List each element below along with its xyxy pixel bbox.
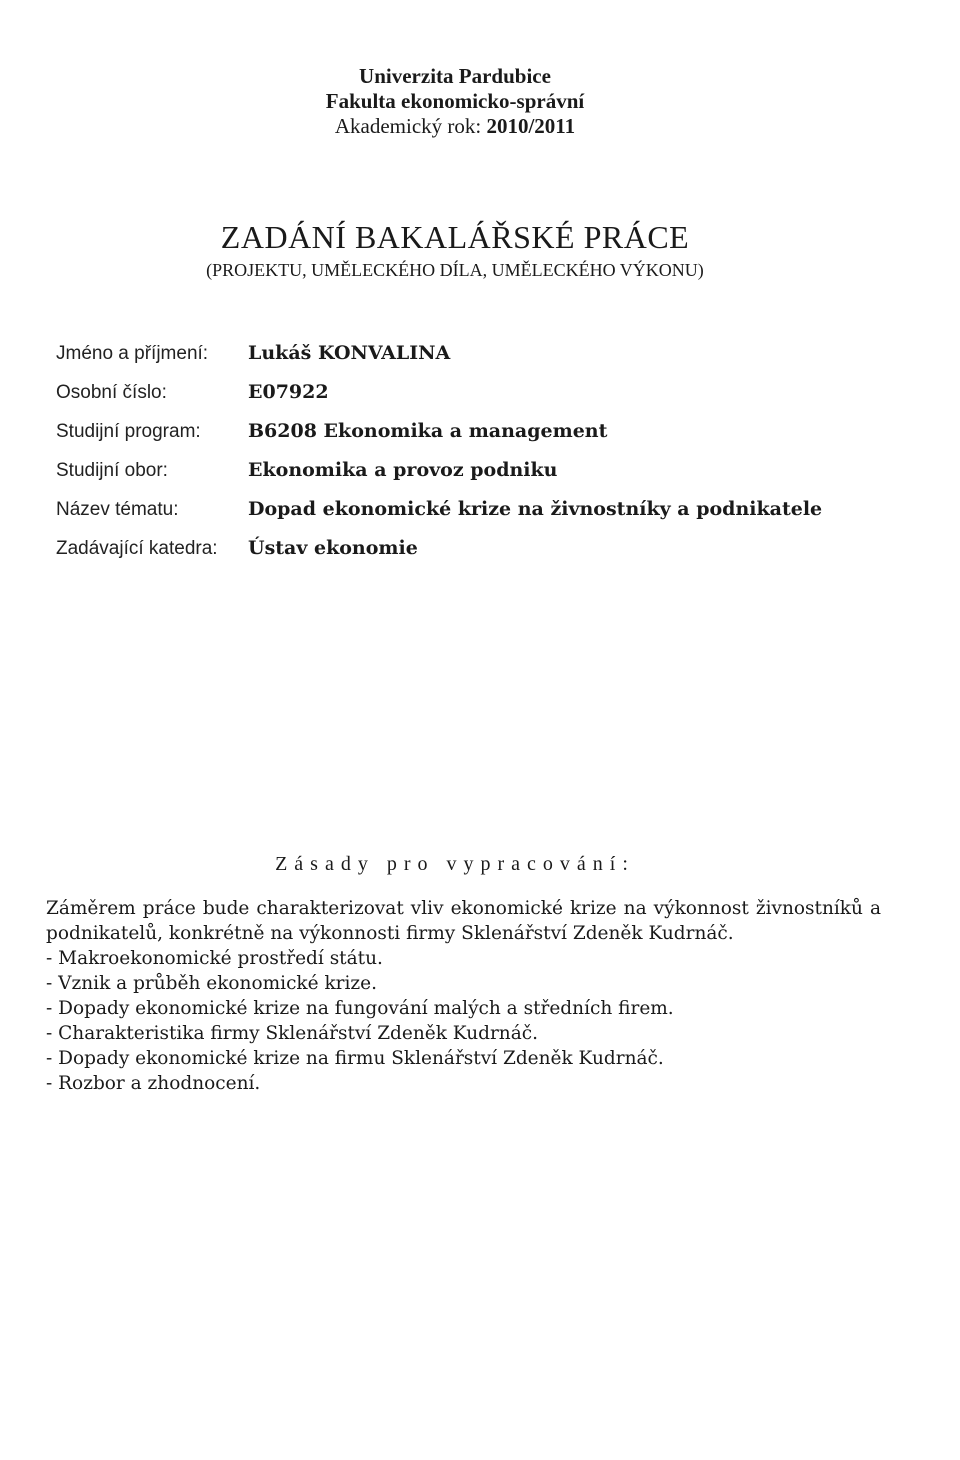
info-value: Ekonomika a provoz podniku — [248, 459, 558, 481]
info-label: Osobní číslo: — [56, 382, 167, 403]
info-row-topic — [56, 498, 822, 537]
info-value: Ústav ekonomie — [248, 537, 418, 559]
principles-body — [46, 896, 881, 1096]
principles-heading: Zásady pro vypracování: — [275, 853, 635, 875]
list-item: - Makroekonomické prostředí státu. — [46, 948, 383, 969]
info-label: Studijní obor: — [56, 460, 168, 481]
info-value: B6208 Ekonomika a management — [248, 420, 608, 442]
info-label: Jméno a příjmení: — [56, 343, 209, 364]
student-info — [56, 342, 822, 576]
info-value: Lukáš KONVALINA — [248, 342, 451, 364]
principles-intro: Záměrem práce bude charakterizovat vliv ekonomické krize na výkonnost živnostníků a podnikatelů, konkrétně na výkonnosti firmy Sklenářství Zdeněk Kudrnáč. — [46, 898, 881, 944]
list-item: - Rozbor a zhodnocení. — [46, 1073, 261, 1094]
list-item: - Charakteristika firmy Sklenářství Zdeněk Kudrnáč. — [46, 1023, 538, 1044]
document-header — [0, 64, 910, 139]
academic-year-label: Akademický rok: — [334, 114, 482, 138]
info-row-personal-number — [56, 381, 822, 420]
document-title: ZADÁNÍ BAKALÁŘSKÉ PRÁCE — [220, 219, 690, 255]
title-block — [0, 218, 910, 282]
university-name: Univerzita Pardubice — [359, 64, 551, 88]
list-item: - Vznik a průběh ekonomické krize. — [46, 973, 378, 994]
info-row-name — [56, 342, 822, 381]
academic-year-value: 2010/2011 — [486, 114, 576, 138]
info-row-department — [56, 537, 822, 576]
faculty-name: Fakulta ekonomicko-správní — [325, 89, 585, 113]
info-label: Studijní program: — [56, 421, 201, 442]
list-item: - Dopady ekonomické krize na fungování malých a středních firem. — [46, 998, 674, 1019]
list-item: - Dopady ekonomické krize na firmu Sklenářství Zdeněk Kudrnáč. — [46, 1048, 664, 1069]
info-row-study-program — [56, 420, 822, 459]
info-label: Název tématu: — [56, 499, 179, 520]
info-label: Zadávající katedra: — [56, 538, 218, 559]
academic-year — [0, 114, 910, 139]
info-value: E07922 — [248, 381, 329, 403]
principles-list — [46, 946, 881, 1096]
info-row-study-field — [56, 459, 822, 498]
document-subtitle: (PROJEKTU, UMĚLECKÉHO DÍLA, UMĚLECKÉHO VÝKONU) — [206, 260, 704, 280]
info-value: Dopad ekonomické krize na živnostníky a podnikatele — [248, 498, 823, 520]
